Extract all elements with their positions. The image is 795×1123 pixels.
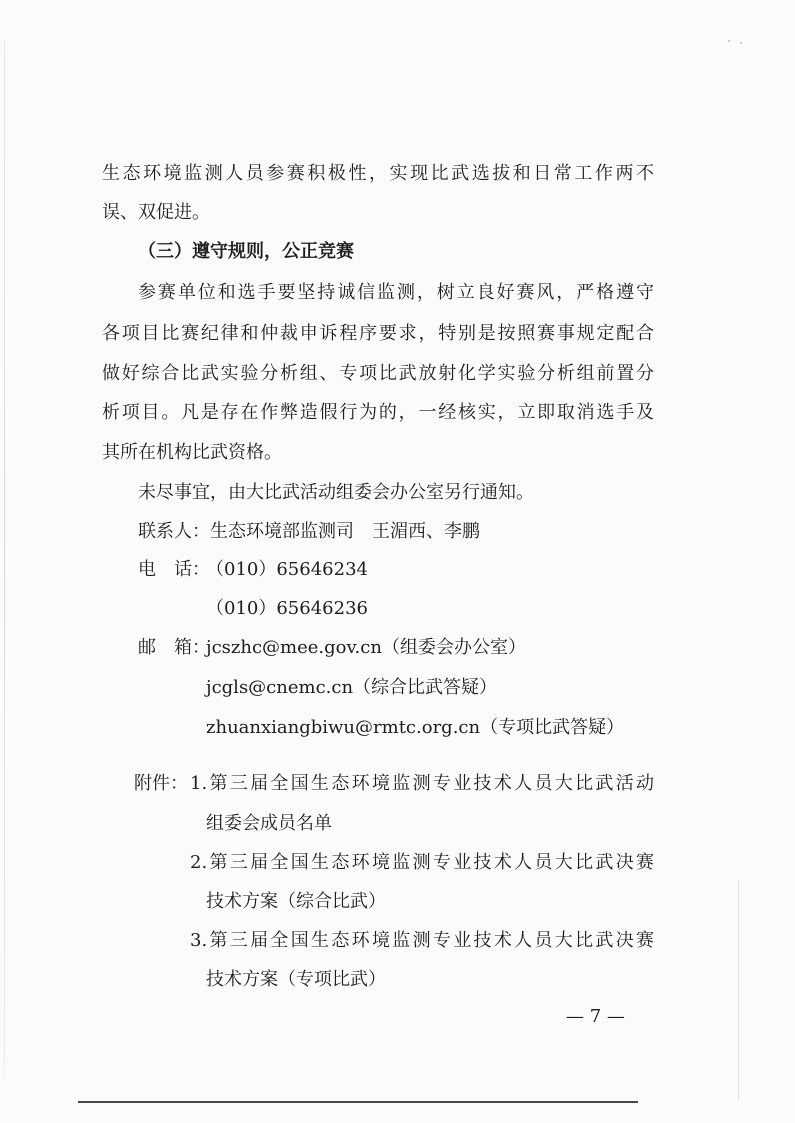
attachment-item-continued: 组委会成员名单	[206, 813, 332, 834]
attachment-item-continued: 技术方案（综合比武）	[206, 891, 386, 912]
body-text-line: 参赛单位和选手要坚持诚信监测，树立良好赛风，严格遵守	[138, 282, 654, 303]
scan-speck	[740, 42, 742, 44]
scan-speck	[728, 40, 730, 42]
email-label: 邮 箱：	[138, 637, 210, 658]
page-number: — 7 —	[566, 1006, 625, 1027]
phone-number: （010）65646234	[206, 559, 368, 580]
email-address: jcszhc@mee.gov.cn（组委会办公室）	[206, 637, 526, 658]
bottom-rule	[78, 1101, 638, 1103]
body-text-line: 各项目比赛纪律和仲裁申诉程序要求，特别是按照赛事规定配合	[102, 323, 654, 344]
body-text-line: 其所在机构比武资格。	[102, 442, 282, 463]
phone-label: 电 话：	[138, 559, 210, 580]
attachment-item: 2.第三届全国生态环境监测专业技术人员大比武决赛	[190, 852, 654, 873]
attachment-item-continued: 技术方案（专项比武）	[206, 969, 386, 990]
email-address: zhuanxiangbiwu@rmtc.org.cn（专项比武答疑）	[206, 717, 625, 738]
phone-number: （010）65646236	[206, 598, 368, 619]
body-text-line: 未尽事宜，由大比武活动组委会办公室另行通知。	[138, 482, 534, 503]
email-address: jcgls@cnemc.cn（综合比武答疑）	[206, 677, 498, 698]
body-text-line: 生态环境监测人员参赛积极性，实现比武选拔和日常工作两不	[102, 163, 654, 184]
attachment-item: 1.第三届全国生态环境监测专业技术人员大比武活动	[190, 773, 654, 794]
contact-person: 联系人：生态环境部监测司 王湄西、李鹏	[138, 521, 480, 542]
attachment-label: 附件：	[134, 773, 188, 794]
attachment-item: 3.第三届全国生态环境监测专业技术人员大比武决赛	[190, 930, 654, 951]
body-text-line: 做好综合比武实验分析组、专项比武放射化学实验分析组前置分	[102, 363, 654, 384]
section-heading: （三）遵守规则，公正竞赛	[138, 241, 354, 262]
scan-edge-right	[738, 880, 739, 1100]
body-text-line: 误、双促进。	[102, 202, 210, 223]
body-text-line: 析项目。凡是存在作弊造假行为的，一经核实，立即取消选手及	[102, 402, 654, 423]
scan-edge-left	[4, 40, 5, 1080]
